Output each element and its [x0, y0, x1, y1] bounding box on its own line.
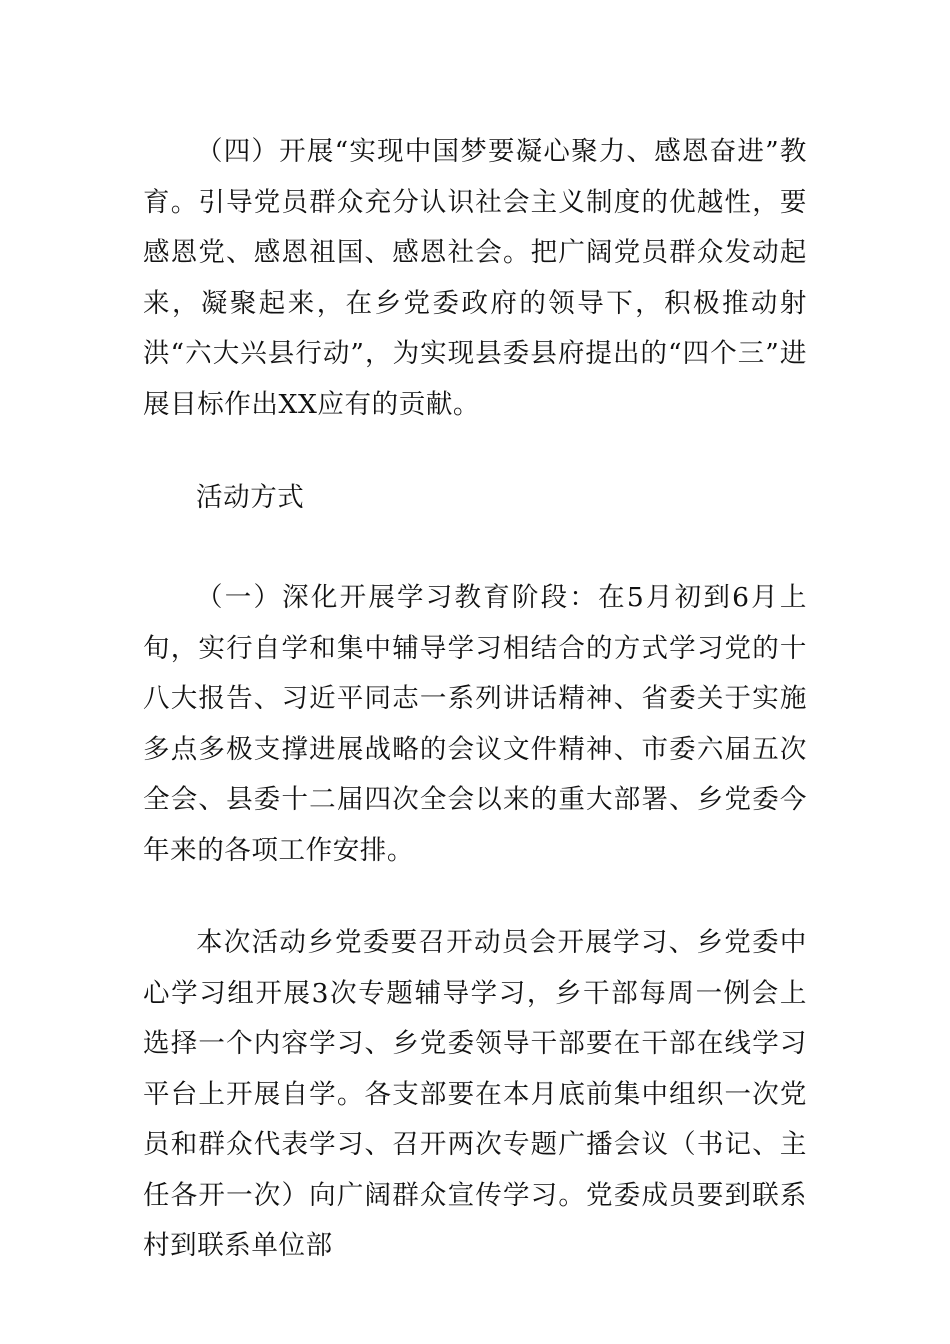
- paragraph-activity-details: 本次活动乡党委要召开动员会开展学习、乡党委中心学习组开展3次专题辅导学习，乡干部每周一例会上选择一个内容学习、乡党委领导干部要在干部在线学习平台上开展自学。各支部要在本月底前集中组织一次党员和群众代表学习、召开两次专题广播会议（书记、主任各开一次）向广阔群众宣传学习。党委成员要到联系村到联系单位部: [143, 927, 807, 1261]
- paragraph-education-four: （四）开展“实现中国梦要凝心聚力、感恩奋进”教育。引导党员群众充分认识社会主义制度的优越性，要感恩党、感恩祖国、感恩社会。把广阔党员群众发动起来，凝聚起来，在乡党委政府的领导下，积极推动射洪“六大兴县行动”，为实现县委县府提出的“四个三”进展目标作出XX应有的贡献。: [143, 136, 807, 420]
- section-heading-activity-method: 活动方式: [196, 482, 305, 513]
- paragraph-study-stage-one: （一）深化开展学习教育阶段：在5月初到6月上旬，实行自学和集中辅导学习相结合的方式学习党的十八大报告、习近平同志一系列讲话精神、省委关于实施多点多极支撑进展战略的会议文件精神、市委六届五次全会、县委十二届四次全会以来的重大部署、乡党委今年来的各项工作安排。: [143, 582, 807, 866]
